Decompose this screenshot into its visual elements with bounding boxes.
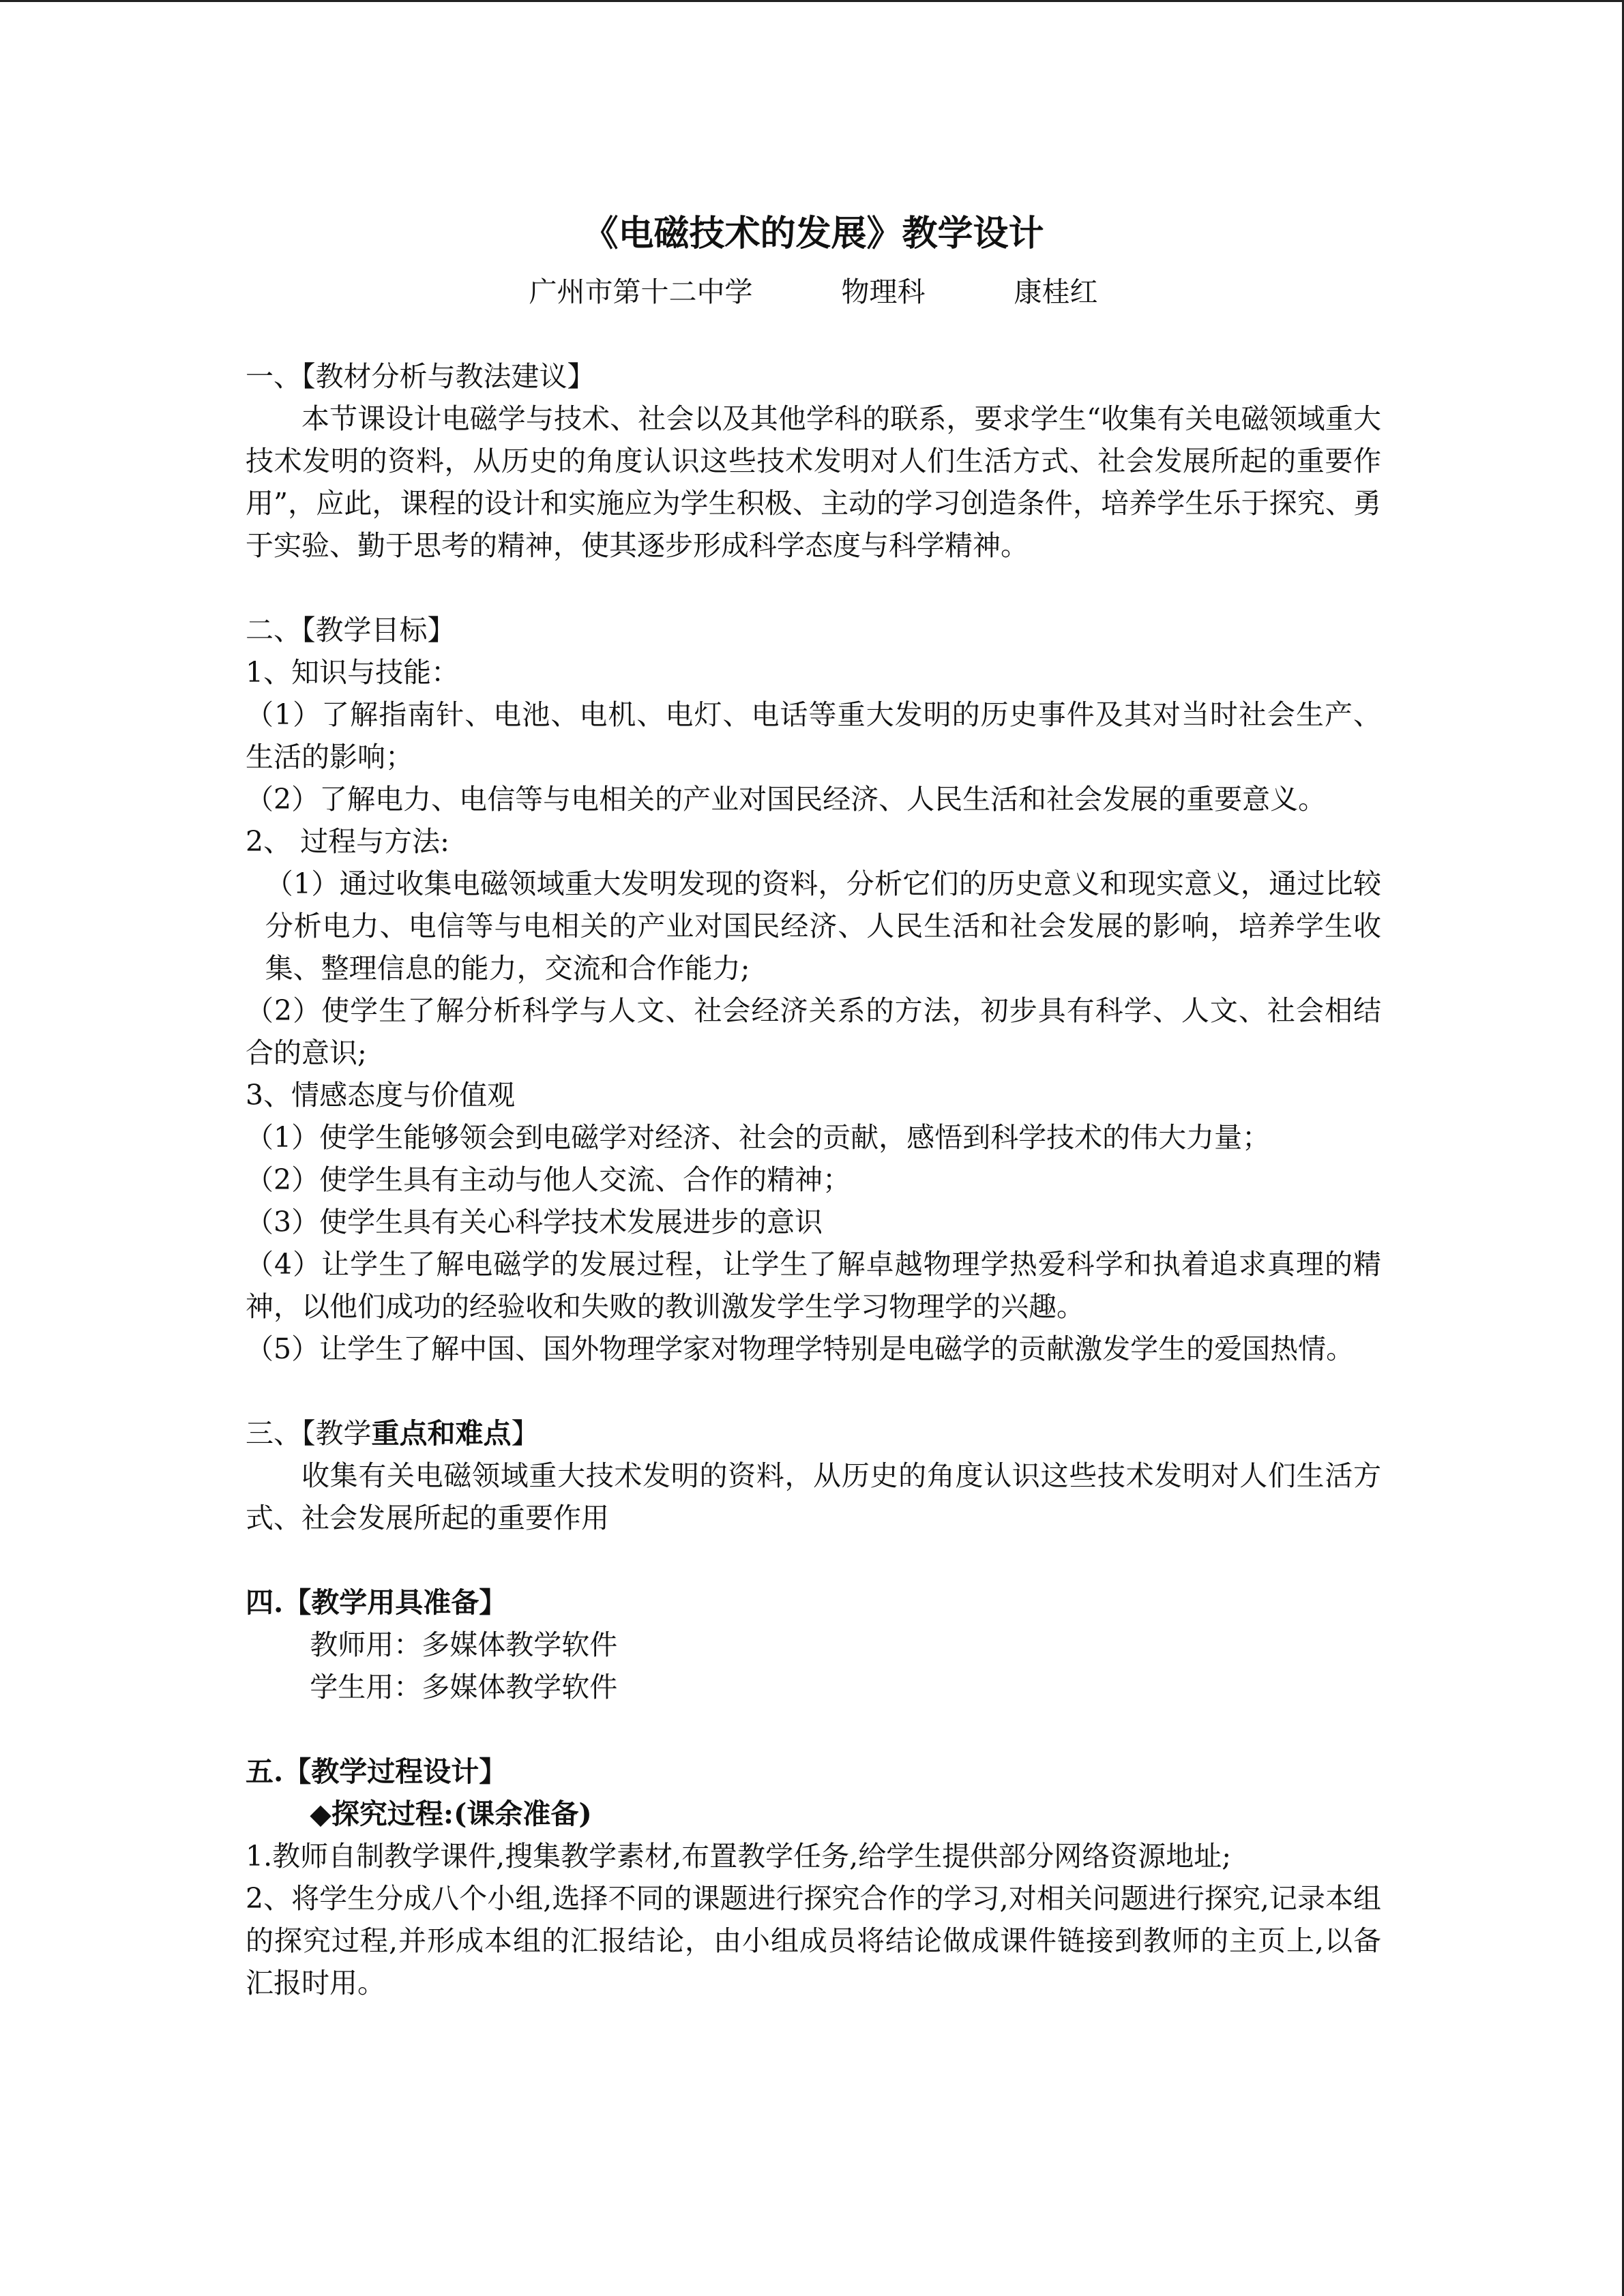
section-2-heading: 二、【教学目标】: [246, 614, 456, 646]
section-4-teacher: 教师用：多媒体教学软件: [310, 1628, 618, 1661]
section-2-sub2: 2、 过程与方法:: [246, 825, 449, 858]
list-item: （2）使学生具有主动与他人交流、合作的精神；: [246, 1163, 851, 1196]
document-title: 《电磁技术的发展》教学设计: [582, 213, 1044, 254]
list-item: （1）了解指南针、电池、电机、电灯、电话等重大发明的历史事件及其对当时社会生产、生活的影响；: [246, 698, 1381, 773]
section-4-student: 学生用：多媒体教学软件: [310, 1671, 618, 1703]
section-5-subheading: ◆探究过程:(课余准备): [310, 1798, 592, 1830]
list-item: 2、将学生分成八个小组,选择不同的课题进行探究合作的学习,对相关问题进行探究,记录本组的探究过程,并形成本组的汇报结论，由小组成员将结论做成课件链接到教师的主页上,以备汇报时用。: [246, 1882, 1381, 1999]
byline: [246, 271, 1381, 313]
section-5-heading: 五.【教学过程设计】: [246, 1755, 507, 1788]
section-3-heading-bold: 重点和难点: [371, 1417, 512, 1450]
list-item: （2）使学生了解分析科学与人文、社会经济关系的方法，初步具有科学、人文、社会相结合的意识;: [246, 994, 1381, 1069]
byline-school: 广州市第十二中学: [529, 275, 753, 308]
section-1-paragraph: 本节课设计电磁学与技术、社会以及其他学科的联系，要求学生“收集有关电磁领域重大技术发明的资料，从历史的角度认识这些技术发明对人们生活方式、社会发展所起的重要作用”，应此，课程的设计和实施应为学生积极、主动的学习创造条件，培养学生乐于探究、勇于实验、勤于思考的精神，使其逐步形成科学态度与科学精神。: [246, 402, 1381, 562]
document-content: [246, 207, 1381, 2004]
section-3-heading-suffix: 】: [511, 1417, 540, 1450]
section-4-heading: 四.【教学用具准备】: [246, 1586, 507, 1619]
section-2-sub1: 1、知识与技能：: [246, 656, 460, 689]
section-3-paragraph: 收集有关电磁领域重大技术发明的资料，从历史的角度认识这些技术发明对人们生活方式、社会发展所起的重要作用: [246, 1459, 1381, 1534]
section-2-sub3: 3、情感态度与价值观: [246, 1079, 516, 1112]
list-item: （1）通过收集电磁领域重大发明发现的资料，分析它们的历史意义和现实意义，通过比较分析电力、电信等与电相关的产业对国民经济、人民生活和社会发展的影响，培养学生收集、整理信息的能力，交流和合作能力;: [265, 867, 1381, 985]
list-item: （2）了解电力、电信等与电相关的产业对国民经济、人民生活和社会发展的重要意义。: [246, 783, 1327, 816]
section-3-heading-prefix: 三、【教学: [246, 1417, 372, 1450]
section-3-heading: [246, 1412, 1381, 1455]
list-item: （3）使学生具有关心科学技术发展进步的意识: [246, 1206, 823, 1238]
list-item: （1）使学生能够领会到电磁学对经济、社会的贡献，感悟到科学技术的伟大力量；: [246, 1121, 1271, 1154]
byline-subject: 物理科: [841, 275, 926, 308]
list-item: （4）让学生了解电磁学的发展过程，让学生了解卓越物理学热爱科学和执着追求真理的精神，以他们成功的经验收和失败的教训激发学生学习物理学的兴趣。: [246, 1248, 1381, 1323]
list-item: 1.教师自制教学课件,搜集教学素材,布置教学任务,给学生提供部分网络资源地址;: [246, 1840, 1232, 1873]
byline-author: 康桂红: [1014, 275, 1098, 308]
list-item: （5）让学生了解中国、国外物理学家对物理学特别是电磁学的贡献激发学生的爱国热情。: [246, 1332, 1355, 1365]
section-1-heading: 一、【教材分析与教法建议】: [246, 360, 595, 393]
